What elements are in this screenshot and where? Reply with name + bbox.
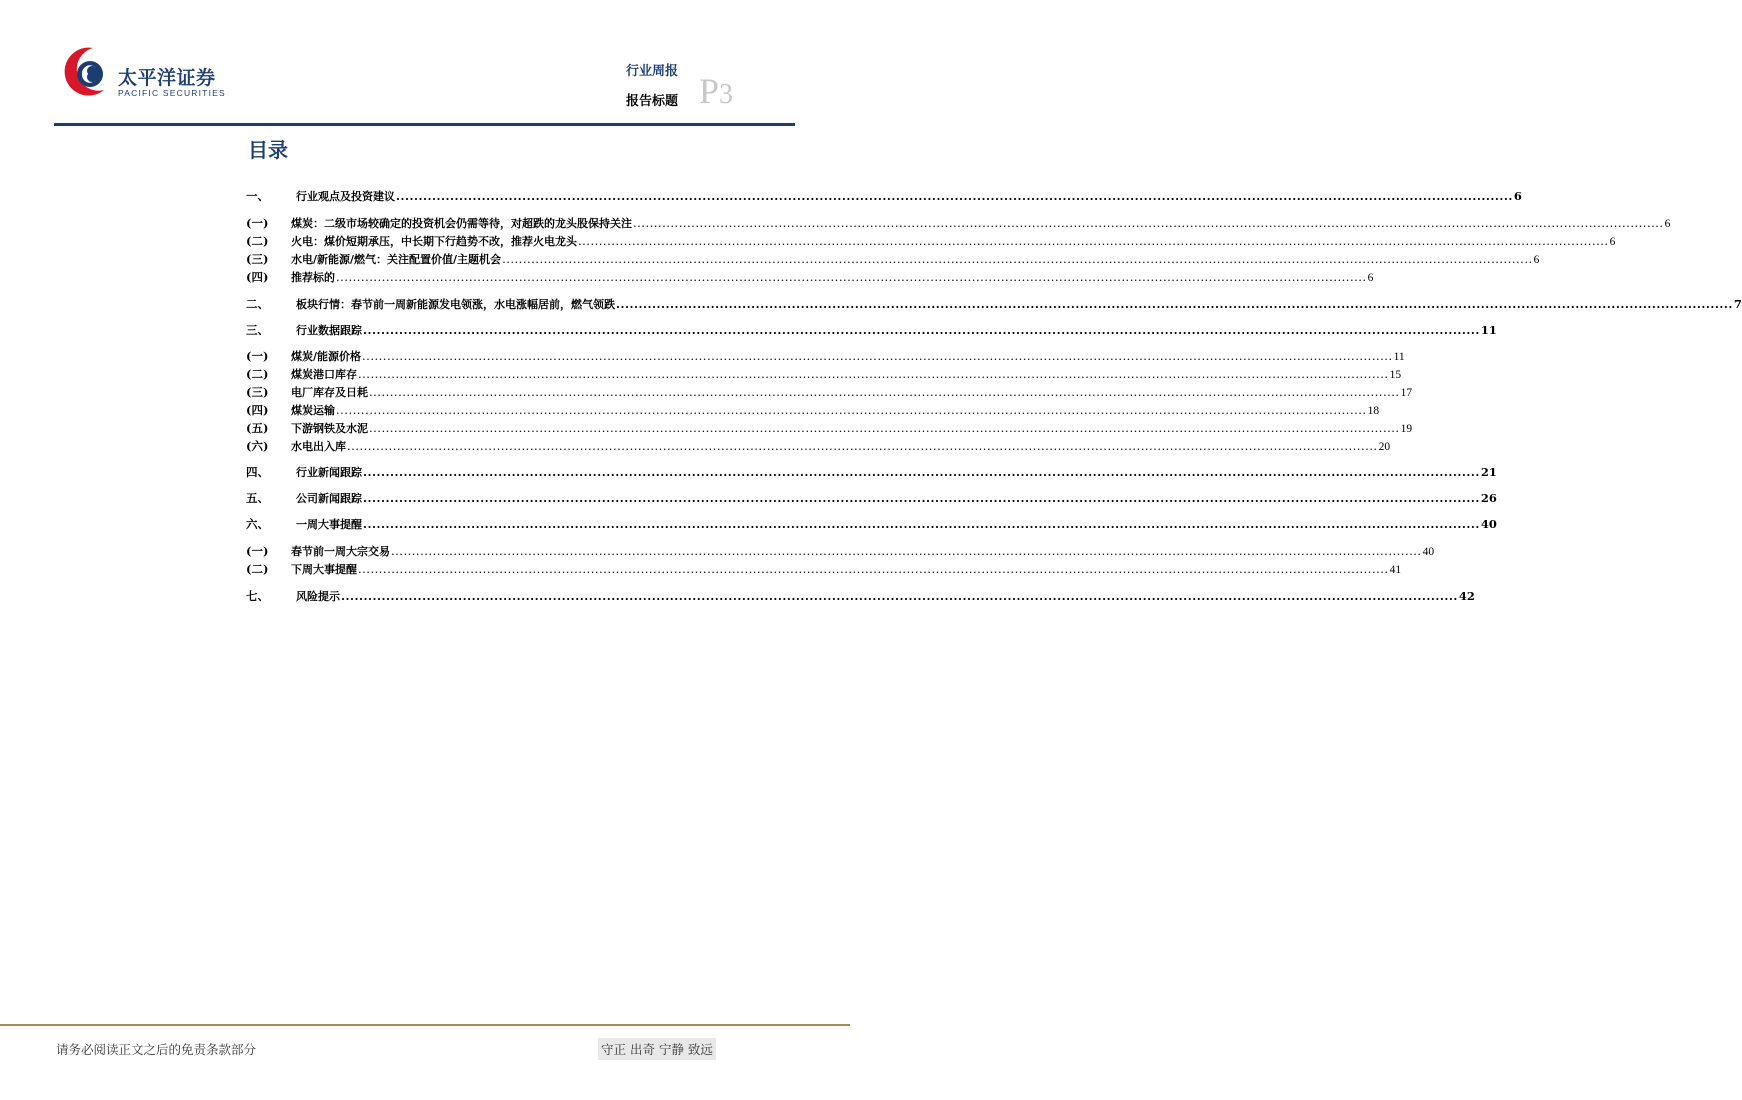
toc-leader: [363, 516, 1480, 532]
pacific-securities-logo-icon: [60, 44, 110, 100]
toc-leader: [363, 464, 1480, 480]
toc-entry-number: 六、: [246, 517, 269, 531]
toc-entry-title: 行业新闻跟踪: [296, 466, 362, 479]
toc-entry-title: 行业数据跟踪: [296, 324, 362, 337]
toc-entry[interactable]: [246, 215, 1671, 231]
toc-entry-title: 推荐标的: [291, 271, 335, 284]
toc-entry-title: 下游钢铁及水泥: [291, 422, 368, 435]
toc-entry[interactable]: [246, 438, 1391, 454]
toc-entry[interactable]: [246, 588, 1475, 604]
toc-entry-page: 17: [1400, 387, 1413, 399]
toc-entry-page: 26: [1480, 491, 1497, 505]
toc-entry-title: 煤炭/能源价格: [291, 350, 362, 363]
toc-leader: [502, 251, 1533, 267]
toc-entry-title: 煤炭：二级市场较确定的投资机会仍需等待，对超跌的龙头股保持关注: [291, 217, 632, 230]
toc-entry-title: 水电出入库: [291, 440, 346, 453]
toc-entry-title: 一周大事提醒: [296, 518, 362, 531]
toc-leader: [633, 215, 1664, 231]
toc-entry-page: 11: [1480, 323, 1497, 337]
toc-leader: [369, 420, 1400, 436]
toc-leader: [347, 438, 1378, 454]
toc-entry-title: 煤炭运输: [291, 404, 335, 417]
toc-heading: 目录: [248, 138, 288, 162]
toc-leader: [616, 296, 1733, 312]
toc-entry-number: 二、: [246, 297, 269, 311]
report-title: 报告标题: [626, 94, 679, 109]
toc-entry-number: (一): [246, 216, 269, 230]
toc-entry-title: 行业观点及投资建议: [296, 190, 395, 203]
toc-entry-number: (二): [246, 562, 269, 576]
toc-entry-title: 电厂库存及日耗: [291, 386, 368, 399]
toc-entry[interactable]: [246, 384, 1413, 400]
footer-divider: [0, 1024, 850, 1026]
toc-leader: [578, 233, 1609, 249]
toc-entry-number: (二): [246, 367, 269, 381]
toc-entry-page: 6: [1367, 272, 1374, 284]
toc-entry[interactable]: [246, 420, 1413, 436]
toc-leader: [363, 490, 1480, 506]
toc-leader: [391, 543, 1422, 559]
toc-entry-number: (一): [246, 544, 269, 558]
toc-entry-page: 19: [1400, 423, 1413, 435]
toc-entry-number: (六): [246, 439, 269, 453]
toc-entry-page: 15: [1389, 369, 1402, 381]
toc-entry-number: 五、: [246, 491, 269, 505]
toc-leader: [336, 269, 1367, 285]
footer-disclaimer: 请务必阅读正文之后的免责条款部分: [56, 1042, 257, 1057]
toc-leader: [341, 588, 1458, 604]
toc-entry-title: 下周大事提醒: [291, 563, 357, 576]
brand-name-en: PACIFIC SECURITIES: [118, 88, 226, 98]
toc-entry-page: 42: [1458, 589, 1475, 603]
toc-entry-title: 火电：煤价短期承压，中长期下行趋势不改，推荐火电龙头: [291, 235, 577, 248]
toc-entry[interactable]: [246, 269, 1374, 285]
page-letter: P: [699, 71, 720, 111]
toc-leader: [362, 348, 1393, 364]
report-type: 行业周报: [626, 64, 679, 79]
toc-entry-title: 水电/新能源/燃气：关注配置价值/主题机会: [291, 253, 502, 266]
toc-entry-page: 11: [1393, 351, 1405, 363]
toc-entry-title: 煤炭港口库存: [291, 368, 357, 381]
toc-entry-page: 20: [1378, 441, 1391, 453]
toc-entry-page: 41: [1389, 564, 1402, 576]
page-header: [0, 0, 850, 130]
toc-entry-number: 三、: [246, 323, 269, 337]
footer-motto: 守正 出奇 宁静 致远: [598, 1038, 716, 1060]
toc-entry-title: 公司新闻跟踪: [296, 492, 362, 505]
page-digit: 3: [719, 79, 734, 110]
toc-entry-title: 春节前一周大宗交易: [291, 545, 390, 558]
brand-name-cn: 太平洋证券: [118, 67, 216, 89]
toc-entry-page: 6: [1533, 254, 1540, 266]
toc-entry-page: 40: [1480, 517, 1497, 531]
toc-entry-page: 6: [1513, 189, 1522, 203]
toc-entry-page: 6: [1664, 218, 1671, 230]
toc-entry-page: 40: [1422, 546, 1435, 558]
toc-entry[interactable]: [246, 490, 1497, 506]
toc-entry[interactable]: [246, 464, 1497, 480]
toc-entry[interactable]: [246, 188, 1522, 204]
toc-entry[interactable]: [246, 233, 1616, 249]
toc-leader: [396, 188, 1513, 204]
toc-entry-number: (五): [246, 421, 269, 435]
page-number: [699, 70, 733, 112]
toc-entry[interactable]: [246, 296, 1742, 312]
toc-leader: [363, 322, 1480, 338]
toc-entry[interactable]: [246, 322, 1497, 338]
toc-leader: [358, 561, 1389, 577]
toc-leader: [358, 366, 1389, 382]
toc-entry-number: 四、: [246, 465, 269, 479]
toc-entry-number: (四): [246, 270, 269, 284]
toc-leader: [336, 402, 1367, 418]
toc-entry-number: (四): [246, 403, 269, 417]
toc-entry[interactable]: [246, 516, 1497, 532]
toc-entry-number: (一): [246, 349, 269, 363]
toc-entry-number: (三): [246, 252, 269, 266]
toc-entry-title: 风险提示: [296, 590, 340, 603]
toc-entry-number: 七、: [246, 589, 269, 603]
toc-entry-page: 7: [1733, 297, 1742, 311]
toc-entry-page: 18: [1367, 405, 1380, 417]
toc-entry[interactable]: [246, 543, 1435, 559]
toc-entry-number: (三): [246, 385, 269, 399]
toc-entry[interactable]: [246, 561, 1402, 577]
toc-entry[interactable]: [246, 251, 1540, 267]
toc-entry-title: 板块行情：春节前一周新能源发电领涨，水电涨幅居前，燃气领跌: [296, 298, 615, 311]
toc-entry-number: 一、: [246, 189, 269, 203]
toc-entry[interactable]: [246, 402, 1380, 418]
toc-leader: [369, 384, 1400, 400]
toc-entry-number: (二): [246, 234, 269, 248]
toc-entry-page: 6: [1609, 236, 1616, 248]
header-divider: [54, 123, 795, 126]
toc-entry[interactable]: [246, 348, 1405, 364]
toc-entry[interactable]: [246, 366, 1402, 382]
toc-entry-page: 21: [1480, 465, 1497, 479]
